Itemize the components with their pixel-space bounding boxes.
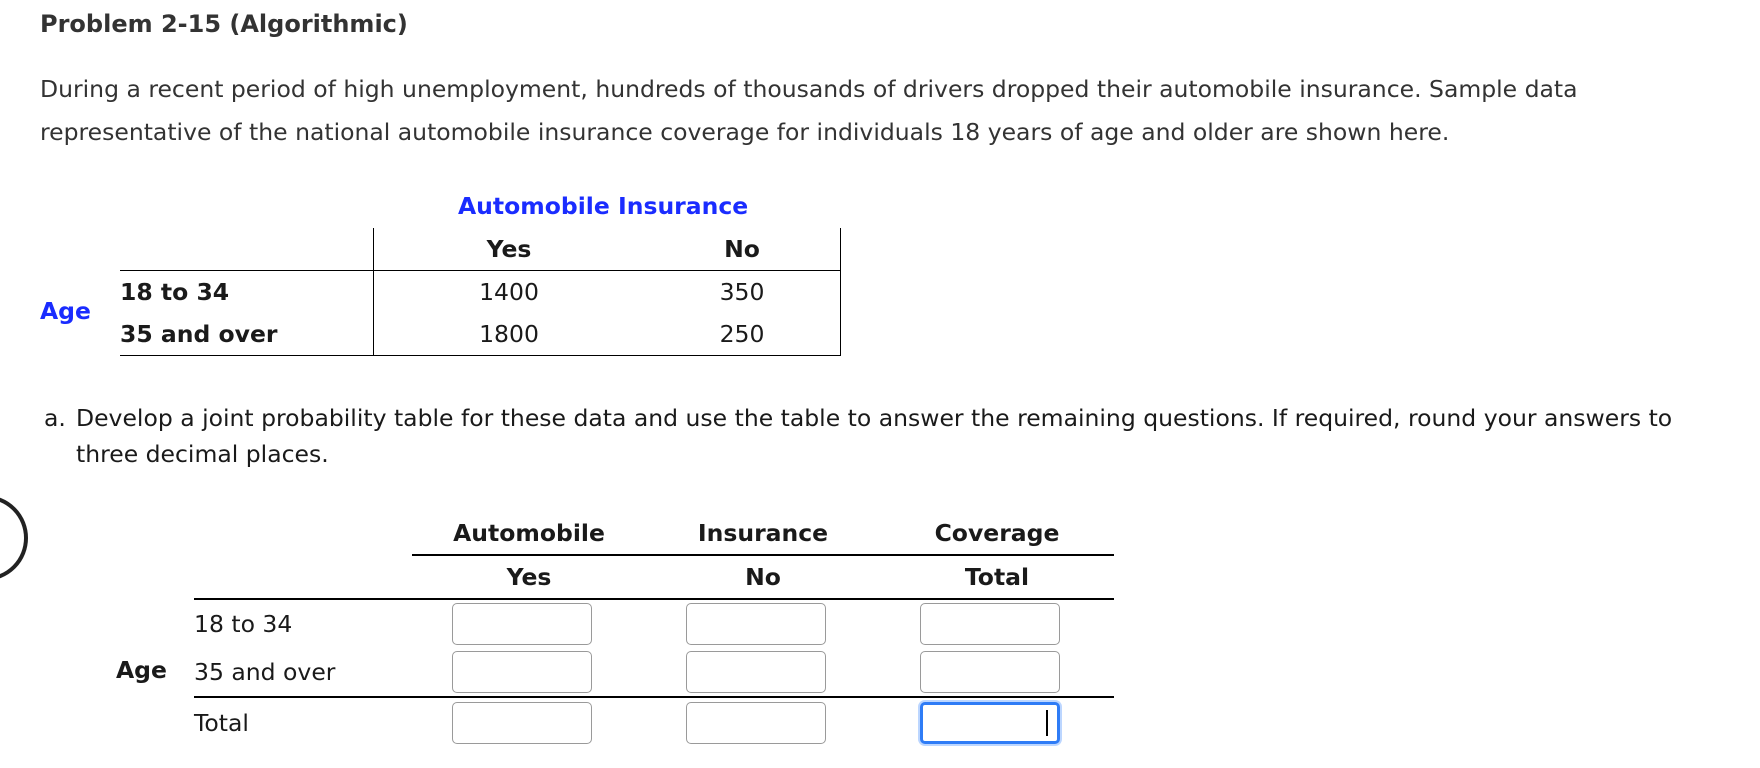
data-table-corner <box>120 228 374 271</box>
joint-table-col-yes: Yes <box>412 555 646 599</box>
joint-table-header-coverage: Coverage <box>880 512 1114 555</box>
joint-table-row-label: Total <box>194 709 249 737</box>
part-a-text-line1: Develop a joint probability table for these data and use the table to answer the remaining questions. If required, round your answers to <box>76 404 1673 432</box>
prob-input-18to34-yes[interactable] <box>452 603 592 645</box>
part-a-instructions <box>44 400 1744 472</box>
joint-table-row <box>194 599 1114 648</box>
data-table-cell: 350 <box>644 271 841 314</box>
prob-input-total-total-wrap <box>920 702 1060 744</box>
data-table-row <box>120 271 841 314</box>
part-a-label: a. <box>44 404 66 432</box>
prob-input-35over-yes[interactable] <box>452 651 592 693</box>
prob-input-35over-no[interactable] <box>686 651 826 693</box>
joint-table-row-label: 35 and over <box>194 648 412 697</box>
prob-input-18to34-total[interactable] <box>920 603 1060 645</box>
data-table-cell: 250 <box>644 313 841 356</box>
insurance-data-table <box>120 228 841 356</box>
data-table-col-no: No <box>644 228 841 271</box>
prob-input-total-yes[interactable] <box>452 702 592 744</box>
joint-table-header-insurance: Insurance <box>646 512 880 555</box>
joint-table-row-label: 18 to 34 <box>194 610 293 638</box>
data-table-column-group-label: Automobile Insurance <box>458 192 749 220</box>
data-table-col-yes: Yes <box>374 228 645 271</box>
data-table-row-label: 35 and over <box>120 313 374 356</box>
data-table-row <box>120 313 841 356</box>
joint-table-corner <box>194 512 412 555</box>
joint-table-corner <box>194 555 412 599</box>
problem-title: Problem 2-15 (Algorithmic) <box>40 10 408 38</box>
joint-table-row <box>194 648 1114 697</box>
joint-table-col-total: Total <box>880 555 1114 599</box>
text-caret <box>1046 710 1048 736</box>
problem-intro: During a recent period of high unemployment, hundreds of thousands of drivers dropped their automobile insurance. Sample data representative of the national automobile insurance coverage for individuals 18 years of age and older are shown here. <box>40 75 1578 146</box>
joint-table-row-group-label: Age <box>116 656 167 684</box>
prob-input-18to34-no[interactable] <box>686 603 826 645</box>
part-a-text-line2: three decimal places. <box>76 440 329 468</box>
circle-decoration <box>0 495 28 581</box>
prob-input-35over-total[interactable] <box>920 651 1060 693</box>
joint-table-row <box>194 697 1114 748</box>
joint-table-col-no: No <box>646 555 880 599</box>
data-table-row-group-label: Age <box>40 297 91 325</box>
data-table-cell: 1800 <box>374 313 645 356</box>
joint-probability-table <box>194 512 1114 748</box>
prob-input-total-no[interactable] <box>686 702 826 744</box>
data-table-row-label: 18 to 34 <box>120 278 230 306</box>
joint-table-header-automobile: Automobile <box>412 512 646 555</box>
data-table-cell: 1400 <box>374 271 645 314</box>
prob-input-total-total[interactable] <box>920 702 1060 744</box>
